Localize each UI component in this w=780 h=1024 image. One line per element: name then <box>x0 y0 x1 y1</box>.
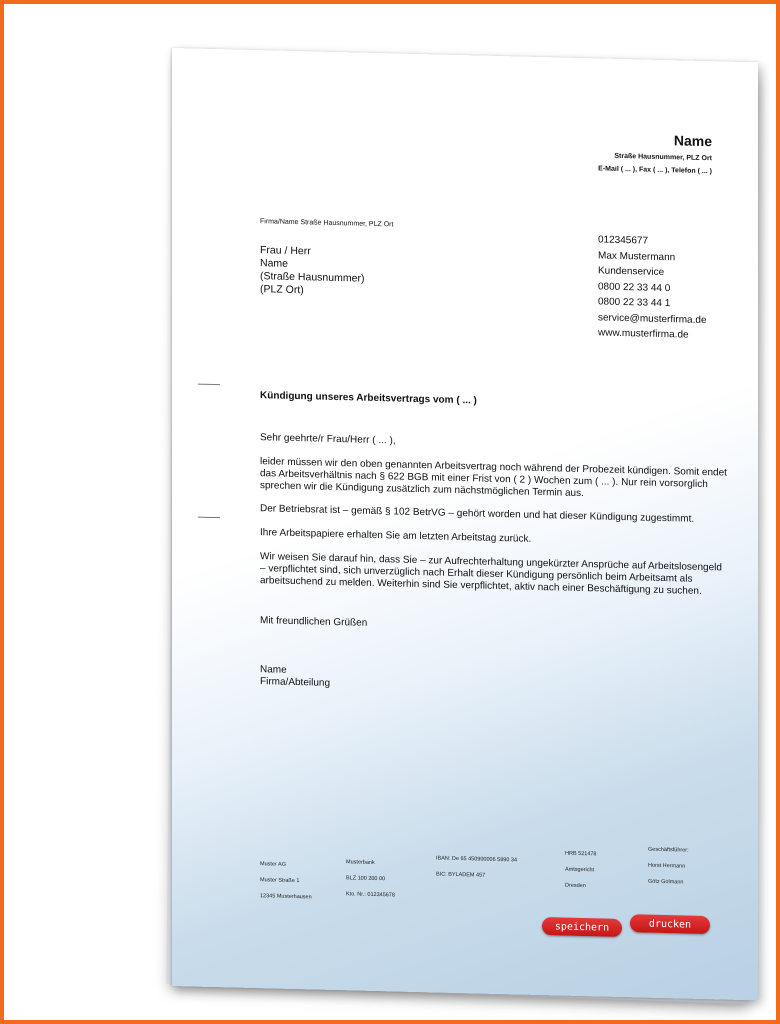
sender-name: Name <box>673 132 712 150</box>
footer-line: Muster AG <box>260 861 286 868</box>
contact-line: Kundenservice <box>598 265 665 279</box>
footer-line: Dresden <box>565 882 586 890</box>
footer-line: Muster Straße 1 <box>260 877 300 885</box>
footer-register <box>565 846 597 895</box>
body-paragraph: Der Betriebsrat ist – gemäß § 102 BetrVG – gehört worden und hat dieser Kündigung zugestimmt. <box>260 503 695 525</box>
sender-street: Straße Hausnummer, PLZ Ort <box>614 152 712 163</box>
signature-department: Firma/Abteilung <box>260 676 331 689</box>
footer-line: HRB 521478 <box>565 850 597 858</box>
sender-contact: E-Mail ( ... ), Fax ( ... ), Telefon ( ... ) <box>598 165 712 176</box>
signature-name: Name <box>260 664 287 676</box>
letter-page <box>172 48 758 1000</box>
contact-line: Max Mustermann <box>598 250 676 264</box>
footer-bank <box>346 854 395 903</box>
footer-line: Amtsgericht <box>565 866 595 874</box>
subject-line: Kündigung unseres Arbeitsvertrags vom ( ... ) <box>260 390 477 407</box>
contact-line: 0800 22 33 44 1 <box>598 296 671 310</box>
contact-line: 012345677 <box>598 234 649 247</box>
recipient-line: Frau / Herr <box>260 244 311 258</box>
contact-line: www.musterfirma.de <box>598 327 689 341</box>
recipient-line: (PLZ Ort) <box>260 283 304 297</box>
footer-line: Kto. Nr.: 012345678 <box>346 891 395 899</box>
footer-line: BLZ 100 200 00 <box>346 875 386 883</box>
footer-line: Götz Golmann <box>648 878 684 886</box>
footer-company <box>260 856 312 905</box>
recipient-line: (Straße Hausnummer) <box>260 270 365 285</box>
return-address: Firma/Name Straße Hausnummer, PLZ Ort <box>260 218 394 229</box>
body-paragraph: Ihre Arbeitspapiere erhalten Sie am letzten Arbeitstag zurück. <box>260 527 532 545</box>
footer-line: BIC: BYLADEM 457 <box>436 871 486 879</box>
recipient-line: Name <box>260 257 289 270</box>
footer-line: Geschäftsführer: <box>648 846 689 854</box>
contact-line: service@musterfirma.de <box>598 312 707 327</box>
body-paragraph: Wir weisen Sie darauf hin, dass Sie – zur Aufrechterhaltung ungekürzter Ansprüche auf Arbeitslosengeld – verpflichtet sind, sich unverzüglich nach Erhalt dieser Kündigung persönlich beim Arbeitsamt als arbeitsuchend zu melden. Weiterhin sind Sie verpflichtet, aktiv nach einer Beschäftigung zu suchen. <box>260 551 722 597</box>
punch-mark <box>198 517 220 519</box>
footer-line: Musterbank <box>346 859 375 866</box>
print-button[interactable]: drucken <box>630 914 710 934</box>
save-button[interactable]: speichern <box>542 917 622 937</box>
contact-line: 0800 22 33 44 0 <box>598 281 671 295</box>
footer-line: Horst Hermann <box>648 862 686 870</box>
fold-mark <box>198 384 220 386</box>
footer-line: 12345 Musterhausen <box>260 893 312 901</box>
salutation: Sehr geehrte/r Frau/Herr ( ... ), <box>260 432 396 447</box>
footer-line: IBAN: De 65 450900006 5890 34 <box>436 855 518 864</box>
closing: Mit freundlichen Grüßen <box>260 615 368 629</box>
body-paragraph: leider müssen wir den oben genannten Arbeitsvertrag noch während der Probezeit kündigen. Somit endet das Arbeitsverhältnis nach § 622 BGB mit einer Frist von ( 2 ) Wochen zum ( ... ). Nur rein vorsorglich sprechen wir die Kündigung zusätzlich zum nächstmöglichen Termin aus. <box>260 456 727 500</box>
footer-management <box>648 842 689 891</box>
footer-iban <box>436 850 517 884</box>
